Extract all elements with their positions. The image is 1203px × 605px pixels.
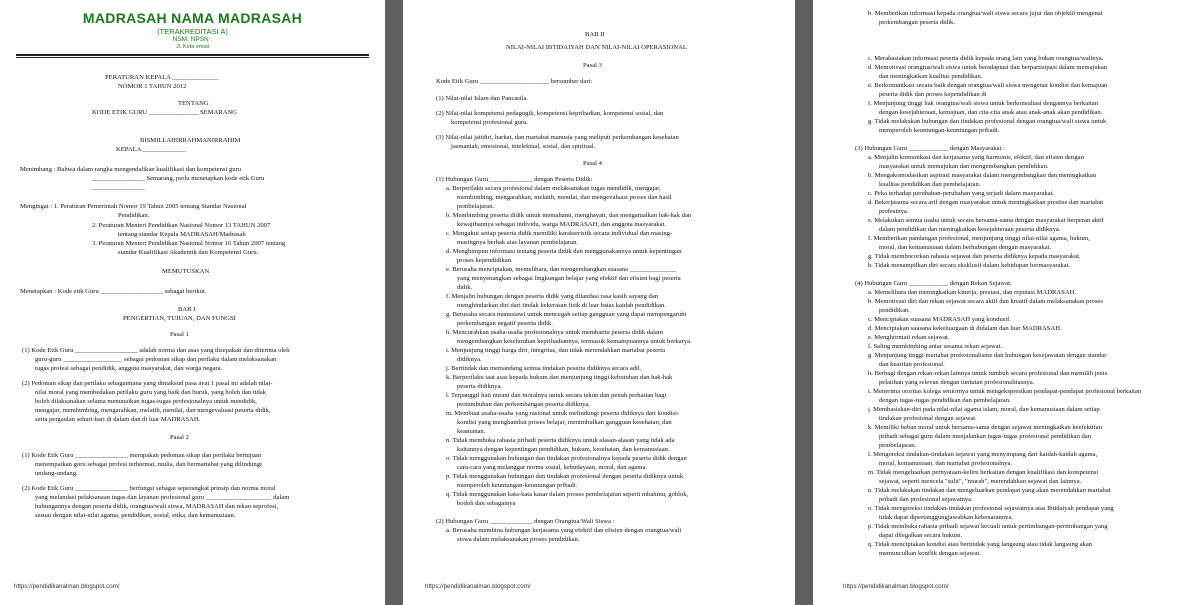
text-line: 3. Peraturan Menteri Pendidikan Nasional Nomor 16 Tahun 2007 tentang [92,240,286,247]
text-line: n. Tidak membuka rahasia pribadi peserta didiknya untuk alasan-alasan yang tidak ada [446,437,675,444]
text-line: l. Mengoreksi tindakan-tindakan sejawat yang menyimpang dari kaidah-kaidah agama, [868,451,1098,458]
text-line: jasmaniah, emosional, intelektual, sosial, dan spiritual. [451,143,596,150]
text-line: yang melandasi pelaksanaan tugas dan layanan profesional guru ____________________ dalam [35,494,290,501]
text-line: kaitannya dengan kepentingan pendidikan, hukum, kesehatan, dan kemanusiaan. [457,446,670,453]
address-line: Jl. Kota email [175,44,209,50]
text-line: Kode Etik Guru _____________________ bersumber dari: [436,78,593,85]
text-line: BAB I [178,306,196,313]
text-line: tidak dapat dipertanggungjawabkan kebenarannya. [879,514,1014,521]
text-line: pendidikan. [879,307,910,314]
text-line: kewajibannya sebagai individu, warga MADRASAH, dan anggota masyarakat. [457,221,666,228]
text-line: (1) Kode Etik Guru ________________ merupakan pedoman sikap dan perilaku bertujuan [22,452,262,459]
text-line: tentang standar Kepala MADRASAH/Madrasah [118,231,246,238]
text-line: cara-cara yang melanggar norma sosial, kebudayaan, moral, dan agama. [457,464,648,471]
text-line: dengan kesejahteraan, kemajuan, dan cita-cita anak atau anak-anak akan pendidikan. [879,109,1103,116]
text-line: mengembangkan keseluruhan kepribadiannya, termasuk kemampuannya untuk berkarya. [457,338,692,345]
text-line: hubungannya dengan peserta didik, orangtua/wali siswa, MADRASAH dan rekan seprofesi, [35,503,279,510]
text-line: membimbing, mengarahkan, melatih, menilai, dan mengevaluasi proses dan hasil [457,194,672,201]
text-line: BAB II [585,31,605,38]
text-line: standar Kualifikasi Akademik dan Kompetensi Guru. [118,249,259,256]
text-line: k. Berperilaku taat asas kepada hukum dan menjunjung tinggi kebutuhan dan hak-hak [446,374,673,381]
text-line: (1) Hubungan Guru _____________ dengan Peserta Didik: [436,176,593,183]
text-line: c. Peka terhadap perubahan-perubahan yang terjadi dalam masyarakat. [868,190,1055,197]
text-line: MEMUTUSKAN [162,268,210,275]
text-line: q. Tidak menciptakan kondisi atau bertindak yang langsung atau tidak langsung akan [868,541,1093,548]
text-line: sejawat, seperti mencela "sulit", "murah", merendahkan sejawat dan lainnya. [879,478,1082,485]
text-line: pembelajaran. [879,442,917,449]
text-line: f. Memberikan pandangan profesional, menjunjung tinggi nilai-nilai agama, hukum, [868,235,1090,242]
text-line: (3) Hubungan Guru ____________ dengan Masyarakat : [855,145,1005,152]
text-line: dan kearifan profesional. [879,361,945,368]
text-line: perkembangan peserta didik. [879,19,955,26]
text-line: c. Merahasiakan informasi peserta didik kepada orang lain yang bukan orangtua/walinya. [868,55,1104,62]
text-line: kondisi yang menghambat proses belajar, menimbulkan gangguan kesehatan, dan [457,419,672,426]
text-line: didik. [457,284,473,291]
text-line: pelatihan yang relevan dengan tuntutan profesionalitasnya. [879,379,1035,386]
text-line: f. Menjunjung tinggi hak orangtua/wali siswa untuk berkonsultasi dengannya berkaitan [868,100,1098,107]
text-line: d. Memotivasi orangtua/wali siswa untuk beradaptasi dan berpartisipasi dalam memajukan [868,64,1108,71]
text-line: b. Mengakomodasikan aspirasi masyarakat dalam mengembangkan dan meningkatkan [868,172,1097,179]
text-line: l. Terpanggil hati nurani dan moralnya untuk secara tekun dan penuh perhatian bagi [446,392,667,399]
document-page-1 [0,0,385,605]
text-line: KEPALA _____________ [116,146,186,153]
text-line: dapat dilegalkan secara hukum. [879,532,963,539]
text-line: o. Tidak mengoreksi tindakan-tindakan profesional sejawatnya atas Ibtidaiyah pendapat yang [868,505,1114,512]
header-divider [16,54,369,56]
text-line: e. Berusaha menciptakan, memelihara, dan mengembangkan suasana ______________ [446,266,676,273]
text-line: memperoleh keuntungan-keuntungan pribadi. [879,127,1000,134]
text-line: g. Menjunjung tinggi martabat profesionalisme dan hubungan kesejawatan dengan standar [868,352,1107,359]
text-line: peserta didiknya. [457,383,503,390]
text-line: e. Berkomunikasi secara baik dengan orangtua/wali siswa mengenai kondisi dan kemajuan [868,82,1108,89]
text-line: h. Tidak menampilkan diri secara eksklusif dalam kehidupan bermasyarakat. [868,262,1071,269]
footer-url: https://pendidikanalman.blogspot.com/ [843,583,949,590]
text-line: (2) Pedoman sikap dan perilaku sebagaimana yang dimaksud pasa ayat 1 pasal ini adalah nilai- [22,380,273,387]
text-line: memperoleh keuntungan-keuntungan pribadi. [457,482,578,489]
text-line: 2. Peraturan Menteri Pendidikan Nasional Nomor 13 TAHUN 2007 [92,222,271,229]
text-line: Pasal 1 [170,331,189,338]
text-line: peserta didik dan proses kependidikan di [879,91,987,98]
text-line: dengan tugas-tugas pendidikan dan pembelajaran. [879,397,1011,404]
document-page-3 [813,0,1203,605]
text-line: h. Mencurahkan usaha-usaha profesionalnya untuk membantu peserta didik dalam [446,329,663,336]
text-line: a. Memelihara dan meningkatkan kinerja, prestasi, dan reputasi MADRASAH. [868,289,1077,296]
text-line: PERATURAN KEPALA ______________ [105,74,219,81]
footer-url: https://pendidikanalman.blogspot.com/ [14,583,120,590]
page-gutter [795,0,813,605]
document-page-2 [403,0,795,605]
text-line: a. Menjalin komunikasi dan kerjasama yang harmonis, efektif, dan efisien dengan [868,154,1084,161]
text-line: Mengingat : 1. Peraturan Pemerintah Nomor 19 Tahun 2005 tentang Standar Nasional [20,203,247,210]
text-line: m. Membuat usaha-usaha yang rasional untuk melindungi peserta didiknya dari kondisi- [446,410,680,417]
text-line: (3) Nilai-nilai jatidiri, harkat, dan martabat manusia yang meliputi perkembangan kesehatan [436,134,679,141]
text-line: TENTANG [178,100,209,107]
text-line: NILAI-NILAI IBTIDAIYAH DAN NILAI-NILAI OPERASIONAL [506,44,687,51]
text-line: k. Memiliki beban moral untuk bersama-sama dengan sejawat meningkatkan keefektifan [868,424,1102,431]
text-line: Pendidikan. [118,212,150,219]
text-line: tugas profesi sebagai pendidik, anggota masyarakat, dan warga negara. [35,365,223,372]
text-line: f. Saling membimbing antar sesama rekan sejawat. [868,343,1003,350]
text-line: (2) Nilai-nilai kompetensi pedagogik, kompetensi kepribadian, kompetensi sosial, dan [436,110,664,117]
text-line: Menimbang : Bahwa dalam rangka mengendalikan kualifikasi dan kompetensi guru [20,166,242,173]
text-line: dalam pendidikan dan meningkatkan kesejahteraan peserta didiknya. [879,226,1061,233]
text-line: o. Tidak menggunakan hubungan dan tindakan profesionalnya kepada peserta didik dengan [446,455,687,462]
text-line: menempatkan guru sebagai profesi terhormat, mulia, dan bermartabat yang dilindungi [35,461,262,468]
text-line: mengajar, membimbing, mengarahkan, melatih, menilai, dan mengevaluasi peserta didik, [35,407,271,414]
text-line: j. Bertindak dan memandang semua tindakan peserta didiknya secara adil. [446,365,642,372]
text-line: dan meningkatkan kualitas pendidikan. [879,73,983,80]
text-line: yang menyenangkan sebagai lingkungan belajar yang efektif dan efisien bagi peserta [457,275,681,282]
text-line: ________________ [92,184,145,191]
text-line: KODE ETIK GURU _______________ SEMARANG [92,109,238,116]
text-line: proses kependidikan. [457,257,513,264]
text-line: memunculkan konflik dengan sejawat. [879,550,981,557]
text-line: h. Berbagi dengan rekan-rekan lainnya untuk tumbuh secara profesional dan memilih jenis [868,370,1108,377]
text-line: n. Tidak melakukan tindakan dan mengeluarkan pendapat yang akan merendahkan martabat [868,487,1111,494]
text-line: sesuai dengan nilai-nilai agama, pendidikan, sosial, etika, dan kemanusiaan. [35,512,236,519]
text-line: guru-guru __________________ sebagai pedoman sikap dan perilaku dalam melaksanakan [35,356,277,363]
text-line: pertumbuhan dan perkembangan peserta didiknya. [457,401,591,408]
madrasah-title: MADRASAH NAMA MADRASAH [82,10,303,26]
text-line: Pasal 2 [170,434,189,441]
text-line: moral, dan kemanusiaan dalam berhubungan dengan masyarakat. [879,244,1052,251]
text-line: f. Menjalin hubungan dengan peserta didik yang dilandasi rasa kasih sayang dan [446,293,659,300]
text-line: siswa dalam melaksanakan proses pendidikan. [457,536,580,543]
text-line: PENGERTIAN, TUJUAN, DAN FUNGSI [123,315,236,322]
text-line: c. Mengakui setiap peserta didik memiliki karakteristik secara individual dan masing- [446,230,673,237]
text-line: serta pergaulan sehari-hari di dalam dan di luar MADRASAH. [35,416,201,423]
text-line: undang-undang. [35,470,78,477]
header-divider-thin [16,57,369,58]
text-line: e. Melakukan semua usaha untuk secara bersama-sama dengan masyarakat berperan aktif [868,217,1104,224]
text-line: keamanan. [457,428,486,435]
text-line: kompetensi profesional guru. [451,119,529,126]
page-gutter [385,0,403,605]
footer-url: https://pendidikanalman.blogspot.com/ [425,583,531,590]
text-line: Menetapkan : Kode etik Guru ___________________ sebagai berikut. [20,288,207,295]
text-line: g. Tidak melakukan hubungan dan tindakan profesional dengan orangtua/wali siswa untuk [868,118,1107,125]
nsm-npsn-line: NSM: NPSN : [172,36,213,43]
text-line: g. Berusaha secara manusiawi untuk mencegah setiap gangguan yang dapat mempengaruhi [446,311,687,318]
text-line: nilai moral yang membedakan perilaku guru yang baik dan buruk, yang boleh dan tidak [35,389,267,396]
accreditation-label: (TERAKREDITASI A) [157,27,228,36]
text-line: c. Menciptakan suasana MADRASAH yang kondusif. [868,316,1012,323]
text-line: i. Menjunjung tinggi harga diri, integritas, dan tidak merendahkan martabat peserta [446,347,666,354]
text-line: ________________ Semarang, perlu menetapkan kode etik Guru [92,175,265,182]
text-line: pribadi sebagai guru dalam menjalankan tugas-tugas profesional pendidikan dan [879,433,1092,440]
text-line: d. Menciptakan suasana kekeluargaan di didalam dan luar MADRASAH. [868,325,1062,332]
text-line: b. Membimbing peserta didik untuk memahami, menghayati, dan mengamalkan hak-hak dan [446,212,692,219]
text-line: a. Berperilaku secara profesional dalam melaksanakan tugas mendidik, mengajar, [446,185,661,192]
text-line: (4) Hubungan Guru ____________ dengan Rekan Sejawat: [855,280,1012,287]
text-line: a. Berusaha membina hubungan kerjasama yang efektif dan efisien dengan orangtua/wali [446,527,682,534]
text-line: Pasal 4 [583,160,602,167]
text-line: (1) Nilai-nilai Islam dan Pancasila. [436,95,529,102]
text-line: g. Tidak membocorkan rahasia sejawat dan peserta didiknya kepada masyarakat. [868,253,1081,260]
text-line: perkembangan negatif peserta didik. [457,320,553,327]
text-line: b. Memotivasi diri dan rekan sejawat secara aktif dan kreatif dalam melaksanakan proses [868,298,1103,305]
text-line: e. Menghormati rekan sejawat. [868,334,950,341]
text-line: q. Tidak menggunakan kata-kata kasar dalam proses pembelajaran seperti mbahmu, goblok, [446,491,689,498]
text-line: Pasal 3 [583,62,602,69]
text-line: masyarakat untuk memajukan dan mengembangkan pendidikan. [879,163,1049,170]
text-line: pembelajaran. [457,203,495,210]
text-line: pribadi dan profesional sejawatnya. [879,496,973,503]
text-line: i. Menerima otoritas kolega seniornya untuk mengekspresikan pendapat-pendapat profesional berkaitan [868,388,1142,395]
text-line: p. Tidak menggunakan hubungan dan tindakan profesional dengan peserta didiknya untuk [446,473,684,480]
text-line: kualitas pendidikan dan pembelajaran. [879,181,981,188]
text-line: bodoh dan sebagainya [457,500,516,507]
text-line: (2) Hubungan Guru _____________ dengan Orangtua/Wali Siswa : [436,518,615,525]
text-line: moral, kemanusiaan, dan martabat profesionalnya. [879,460,1013,467]
text-line: j. Membasiskan-diri pada nilai-nilai agama islam, moral, dan kemanusiaan dalam setiap [868,406,1100,413]
text-line: masingnya berhak atas layanan pembelajaran. [457,239,579,246]
text-line: (2) Kode Etik Guru ________________ berfungsi sebagai seperangkat prinsip dan norma moral [22,485,276,492]
text-line: b. Memberikan informasi kepada orangtua/wali siswa secara jujur dan objektif mengenai [868,10,1103,17]
text-line: m. Tidak mengeluarkan pernyataan-keliru berkaitan dengan kualifikasi dan kompetensi [868,469,1099,476]
text-line: profesinya. [879,208,909,215]
text-line: p. Tidak membuka rahasia pribadi sejawat kecuali untuk pertimbangan-pertimbangan yang [868,523,1108,530]
text-line: d. Bekerjasama secara arif dengan masyarakat untuk meningkatkan prestise dan martabat [868,199,1104,206]
text-line: didiknya. [457,356,482,363]
text-line: NOMOR 1 TAHUN 2012 [118,83,187,90]
text-line: menghindarkan diri dari tindak kekerasan fisik di luar batas kaidah pendidikan. [457,302,666,309]
text-line: tindakan profesional dengan sejawat. [879,415,977,422]
text-line: boleh dilaksanakan selama menunaikan tugas-tugas profesionalnya untuk mendidik, [35,398,257,405]
text-line: d. Menghimpun informasi tentang peserta didik dan menggunakannya untuk kepentingan [446,248,682,255]
text-line: BISMILLAHIRRAHMANIRRAHIM [140,137,241,144]
text-line: (1) Kode Etik Guru ___________________ adalah norma dan asas yang disepakati dan diterima oleh [22,347,290,354]
